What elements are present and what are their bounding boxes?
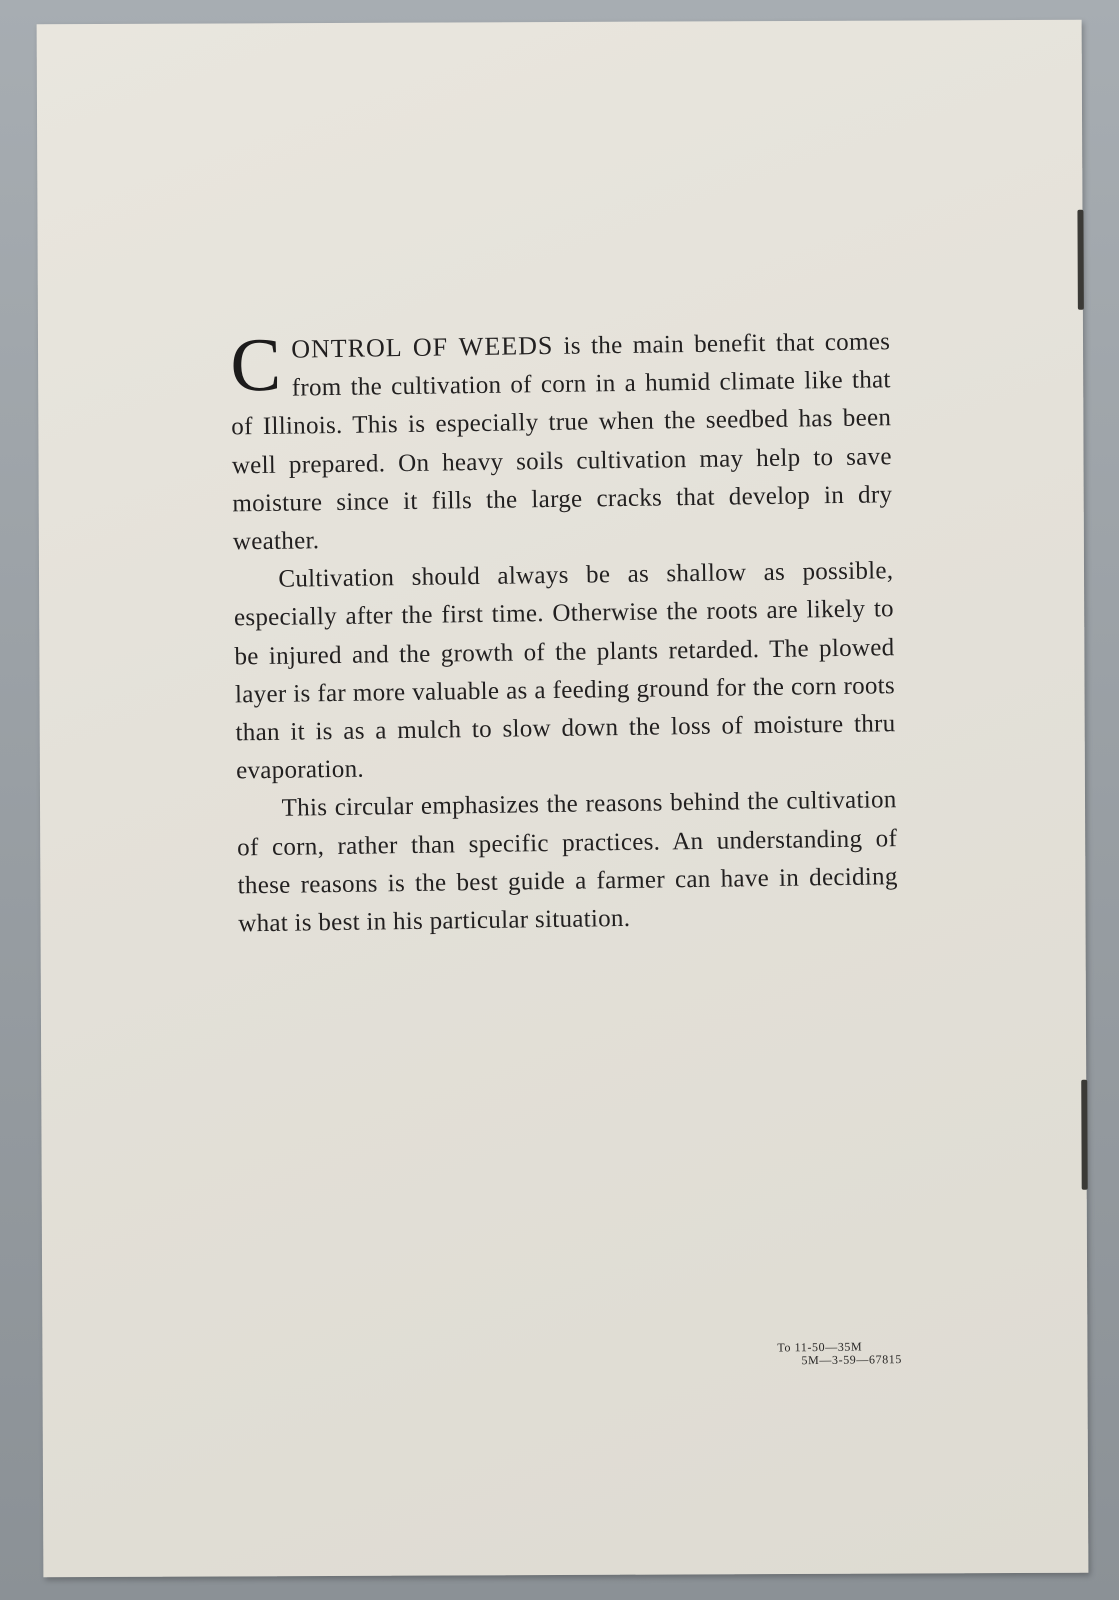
printer-code: [777, 1340, 902, 1367]
printer-code-line-1: To 11-50—35M: [777, 1339, 863, 1355]
paragraph-1: [230, 322, 893, 561]
body-text: [230, 322, 898, 943]
document-page: [37, 20, 1089, 1578]
lead-in-caps: ONTROL OF WEEDS: [291, 330, 554, 364]
drop-cap: C: [229, 322, 283, 408]
paragraph-2: Cultivation should always be as shallow as possible, especially after the first time. Otherwise the roots are likely to be injured and the growth of the plants retarded. The plowed layer is far more valuable as a feeding ground for the corn roots than it is as a mulch to slow down the loss of moisture thru evaporation.: [233, 557, 896, 785]
paragraph-3: This circular emphasizes the reasons behind the cultivation of corn, rather than specific practices. An understanding of these reasons is the best guide a farmer can have in deciding what is best in his particular situation.: [236, 786, 898, 938]
paragraph-1-text: is the main benefit that comes from the cultivation of corn in a humid climate like that of Illinois. This is especially true when the seedbed has been well prepared. On heavy soils cultivation may help to save moisture since it fills the large cracks that develop in dry weather.: [231, 328, 893, 556]
staple-top: [1077, 210, 1083, 310]
staple-bottom: [1081, 1080, 1087, 1190]
printer-code-line-2: 5M—3-59—67815: [801, 1352, 903, 1368]
